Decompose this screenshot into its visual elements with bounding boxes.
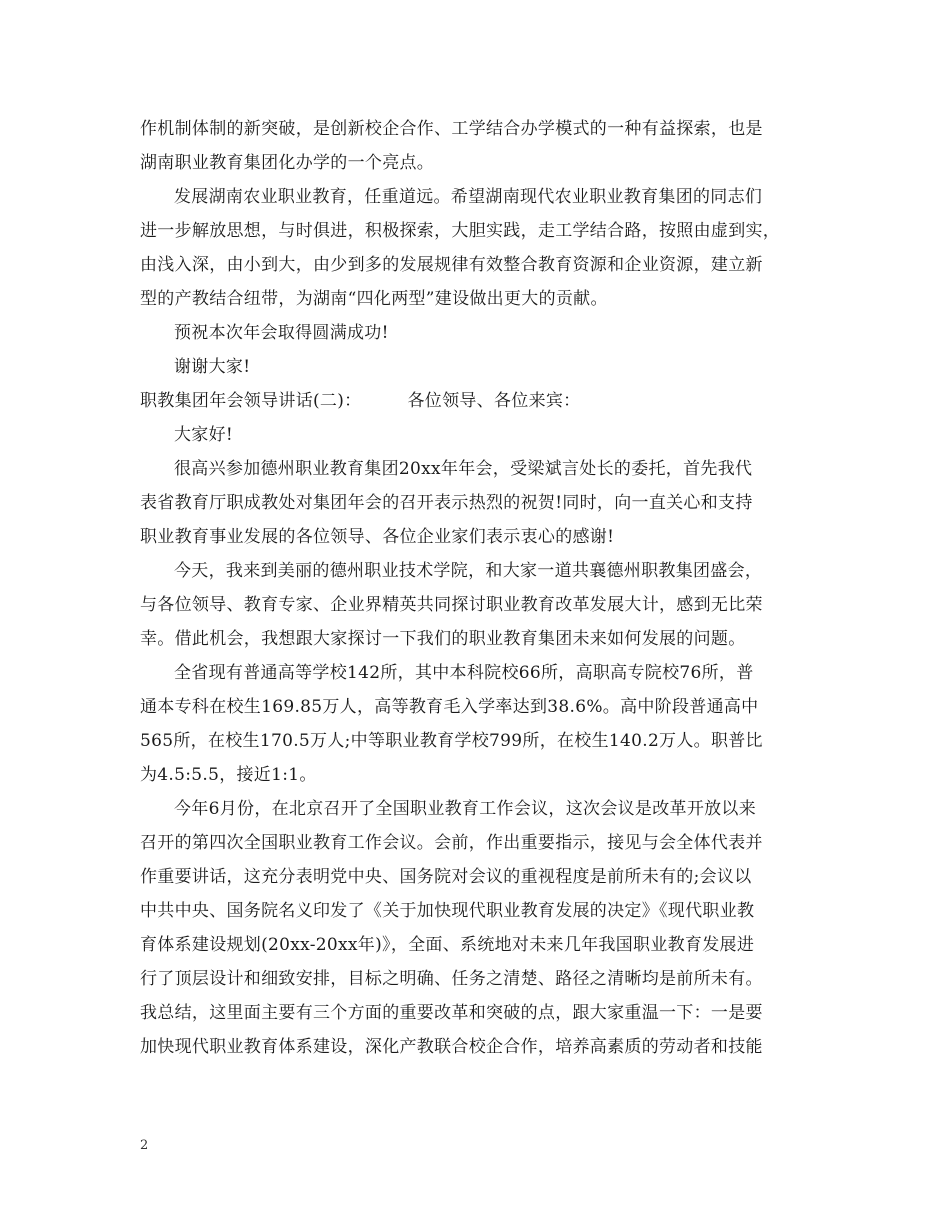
text-line: 今天，我来到美丽的德州职业技术学院，和大家一道共襄德州职教集团盛会，: [174, 561, 763, 581]
text-line: 幸。借此机会，我想跟大家探讨一下我们的职业教育集团未来如何发展的问题。: [140, 629, 746, 649]
text-line: 我总结，这里面主要有三个方面的重要改革和突破的点，跟大家重温一下：一是要: [140, 1003, 763, 1023]
text-line: 全省现有普通高等学校142所，其中本科院校66所，高职高专院校76所，普: [174, 663, 754, 683]
text-line: 谢谢大家!: [174, 357, 251, 377]
text-line: 行了顶层设计和细致安排，目标之明确、任务之清楚、路径之清晰均是前所未有。: [140, 969, 763, 989]
section-heading-salutation: 各位领导、各位来宾：: [407, 391, 581, 411]
section-heading: [140, 384, 825, 418]
text-line: 型的产教结合纽带，为湖南“四化两型”建设做出更大的贡献。: [140, 289, 608, 309]
text-line: 进一步解放思想，与时俱进，积极探索，大胆实践，走工学结合路，按照由虚到实，: [140, 221, 781, 241]
text-line: 很高兴参加德州职业教育集团20xx年年会，受梁斌言处长的委托，首先我代: [174, 459, 753, 479]
text-line: 为4.5:5.5，接近1:1。: [140, 765, 317, 785]
text-line: 发展湖南农业职业教育，任重道远。希望湖南现代农业职业教育集团的同志们: [174, 187, 763, 207]
text-line: 565所，在校生170.5万人;中等职业教育学校799所，在校生140.2万人。职普比: [140, 731, 763, 751]
document-page: [140, 112, 825, 1064]
text-line: 中共中央、国务院名义印发了《关于加快现代职业教育发展的决定》《现代职业教: [140, 901, 755, 921]
text-line: 作重要讲话，这充分表明党中央、国务院对会议的重视程度是前所未有的;会议以: [140, 867, 752, 887]
text-line: 表省教育厅职成教处对集团年会的召开表示热烈的祝贺!同时，向一直关心和支持: [140, 493, 753, 513]
text-line: 作机制体制的新突破，是创新校企合作、工学结合办学模式的一种有益探索，也是: [140, 119, 763, 139]
text-line: 加快现代职业教育体系建设，深化产教联合校企合作，培养高素质的劳动者和技能: [140, 1037, 763, 1057]
text-line: 预祝本次年会取得圆满成功!: [174, 323, 389, 343]
text-line: 职业教育事业发展的各位领导、各位企业家们表示衷心的感谢!: [140, 527, 615, 547]
text-line: 召开的第四次全国职业教育工作会议。会前，作出重要指示，接见与会全体代表并: [140, 833, 763, 853]
text-line: 育体系建设规划(20xx-20xx年)》，全面、系统地对未来几年我国职业教育发展进: [140, 935, 755, 955]
text-line: 今年6月份，在北京召开了全国职业教育工作会议，这次会议是改革开放以来: [174, 799, 757, 819]
text-line: 由浅入深，由小到大，由少到多的发展规律有效整合教育资源和企业资源，建立新: [140, 255, 763, 275]
text-line: 湖南职业教育集团化办学的一个亮点。: [140, 153, 435, 173]
text-line: 通本专科在校生169.85万人，高等教育毛入学率达到38.6%。高中阶段普通高中: [140, 697, 759, 717]
section-heading-title: 职教集团年会领导讲话(二)：: [140, 391, 362, 411]
page-number: 2: [140, 1138, 149, 1153]
text-line: 与各位领导、教育专家、企业界精英共同探讨职业教育改革发展大计，感到无比荣: [140, 595, 763, 615]
text-line: 大家好!: [174, 425, 234, 445]
